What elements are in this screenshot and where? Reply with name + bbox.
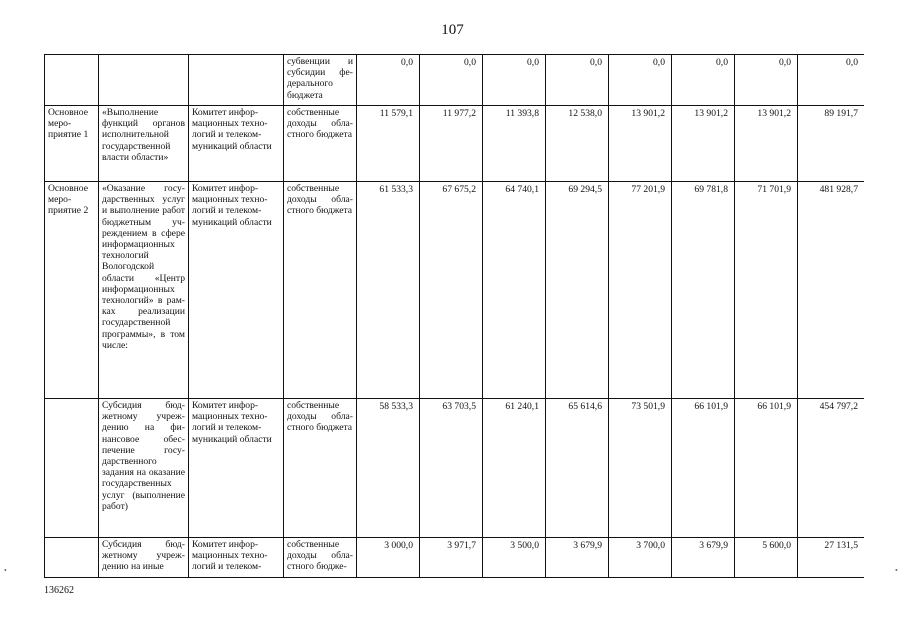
executor-cell: Комитет информационных технологий и телекоммуникаций области	[189, 399, 284, 538]
value-cell: 73 501,9	[609, 399, 672, 538]
executor-cell: Комитет информационных технологий и телекоммуникаций области	[189, 106, 284, 182]
value-cell: 3 700,0	[609, 538, 672, 578]
value-cell: 77 201,9	[609, 182, 672, 399]
value-cell: 13 901,2	[735, 106, 798, 182]
description-cell: Субсидия бюджетному учреждению на иные	[99, 538, 189, 578]
funding-source-cell: собственные доходы областного бюджета	[284, 399, 357, 538]
value-cell: 0,0	[546, 55, 609, 106]
activity-cell	[45, 399, 99, 538]
value-cell: 61 240,1	[483, 399, 546, 538]
activity-cell: Основное мероприятие 2	[45, 182, 99, 399]
value-cell: 13 901,2	[672, 106, 735, 182]
value-cell: 12 538,0	[546, 106, 609, 182]
value-cell: 65 614,6	[546, 399, 609, 538]
table-row	[45, 55, 865, 106]
value-cell: 0,0	[420, 55, 483, 106]
value-cell: 3 000,0	[357, 538, 420, 578]
scan-mark-left: •	[4, 566, 7, 575]
description-cell: «Оказание государственных услуг и выполнение работ бюджетным учреждением в сфере информационных технологий Вологодской области «Центр информационных технологий» в рамках реализации государственной программы», в том числе:	[99, 182, 189, 399]
value-cell: 69 294,5	[546, 182, 609, 399]
value-cell: 66 101,9	[672, 399, 735, 538]
value-cell: 69 781,8	[672, 182, 735, 399]
value-cell: 3 500,0	[483, 538, 546, 578]
total-cell: 454 797,2	[798, 399, 865, 538]
description-cell: Субсидия бюджетному учреждению на финансовое обеспечение государственного задания на оказание государственных услуг (выполнение работ)	[99, 399, 189, 538]
funding-source-cell: собственные доходы областного бюджета	[284, 106, 357, 182]
table-row	[45, 106, 865, 182]
value-cell: 0,0	[483, 55, 546, 106]
value-cell: 3 679,9	[672, 538, 735, 578]
funding-source-cell: субвенции и субсидии федерального бюджета	[284, 55, 357, 106]
value-cell: 11 977,2	[420, 106, 483, 182]
activity-cell: Основное мероприятие 1	[45, 106, 99, 182]
total-cell: 481 928,7	[798, 182, 865, 399]
description-cell	[99, 55, 189, 106]
value-cell: 0,0	[357, 55, 420, 106]
value-cell: 58 533,3	[357, 399, 420, 538]
value-cell: 5 600,0	[735, 538, 798, 578]
scan-mark-right: •	[895, 566, 898, 575]
value-cell: 3 971,7	[420, 538, 483, 578]
executor-cell: Комитет информационных технологий и телекоммуникаций области	[189, 182, 284, 399]
value-cell: 0,0	[735, 55, 798, 106]
executor-cell	[189, 55, 284, 106]
value-cell: 13 901,2	[609, 106, 672, 182]
total-cell: 0,0	[798, 55, 865, 106]
table-row	[45, 182, 865, 399]
executor-cell: Комитет информационных технологий и телеком-	[189, 538, 284, 578]
value-cell: 71 701,9	[735, 182, 798, 399]
table-row	[45, 538, 865, 578]
activity-cell	[45, 55, 99, 106]
total-cell: 27 131,5	[798, 538, 865, 578]
value-cell: 67 675,2	[420, 182, 483, 399]
budget-table	[44, 54, 864, 578]
funding-source-cell: собственные доходы областного бюдже-	[284, 538, 357, 578]
value-cell: 0,0	[609, 55, 672, 106]
page-number: 107	[441, 22, 464, 38]
value-cell: 11 393,8	[483, 106, 546, 182]
value-cell: 0,0	[672, 55, 735, 106]
value-cell: 66 101,9	[735, 399, 798, 538]
value-cell: 61 533,3	[357, 182, 420, 399]
value-cell: 3 679,9	[546, 538, 609, 578]
document-code: 136262	[44, 585, 74, 596]
activity-cell	[45, 538, 99, 578]
value-cell: 11 579,1	[357, 106, 420, 182]
description-cell: «Выполнение функций органов исполнительной государственной власти области»	[99, 106, 189, 182]
total-cell: 89 191,7	[798, 106, 865, 182]
value-cell: 64 740,1	[483, 182, 546, 399]
budget-table-wrapper	[44, 54, 864, 578]
value-cell: 63 703,5	[420, 399, 483, 538]
funding-source-cell: собственные доходы областного бюджета	[284, 182, 357, 399]
table-row	[45, 399, 865, 538]
